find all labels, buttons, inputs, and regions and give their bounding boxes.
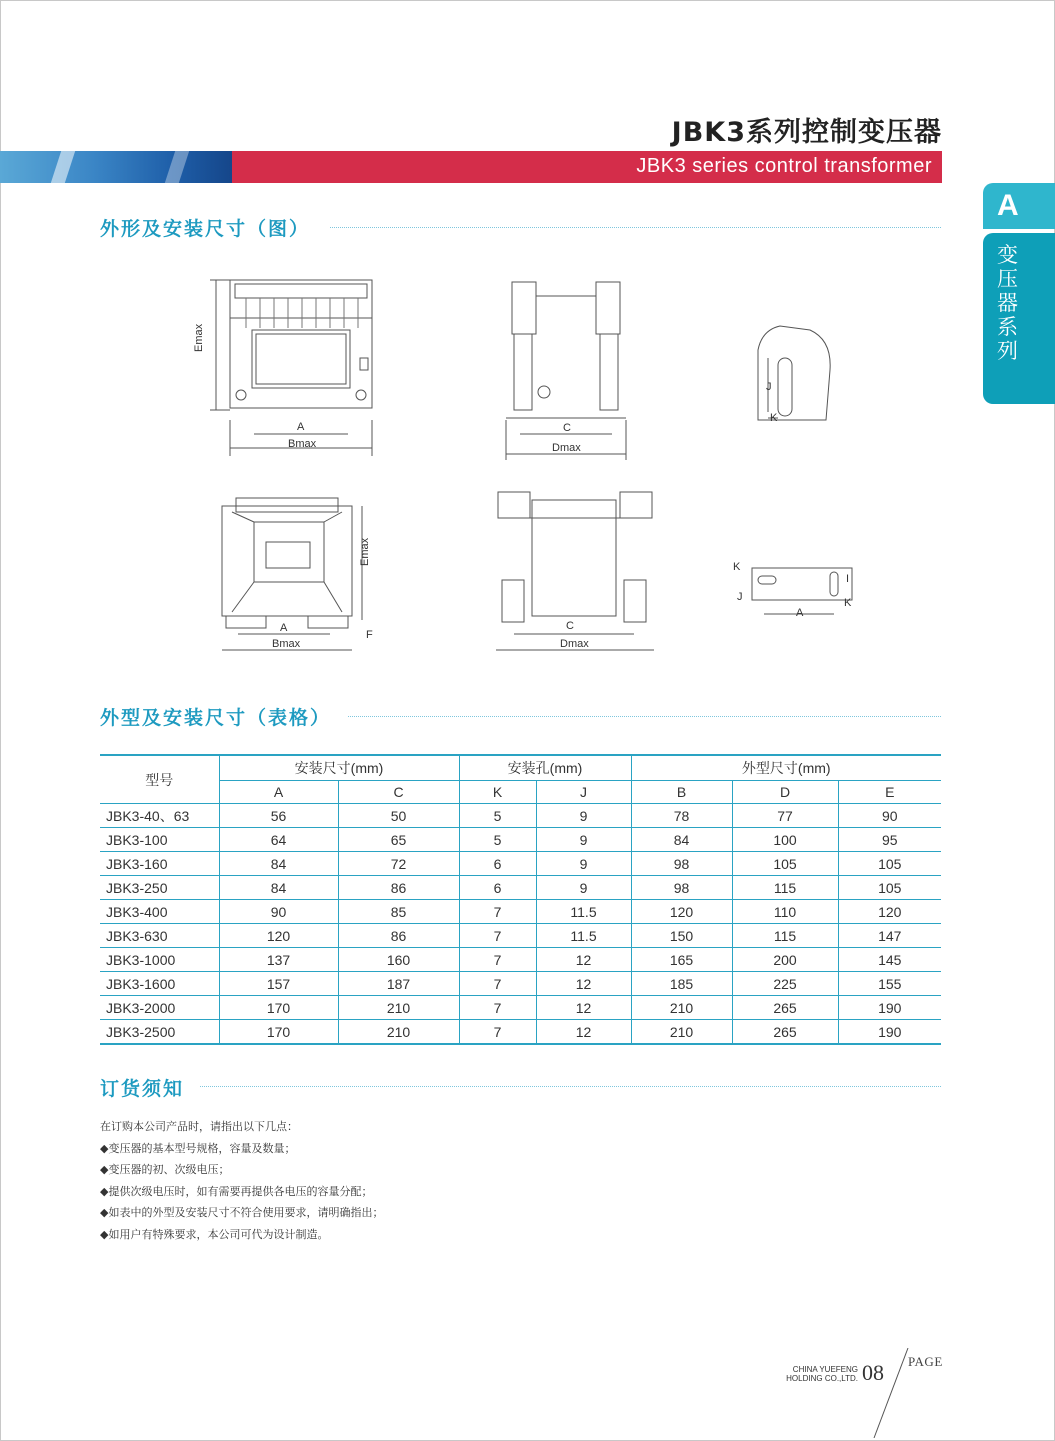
table-cell: 210 <box>631 1020 732 1045</box>
section-divider <box>330 227 941 228</box>
table-cell: 12 <box>536 996 631 1020</box>
table-cell: 165 <box>631 948 732 972</box>
banner-blue-block <box>0 151 232 183</box>
side-tab-label: 变压器系列 <box>997 243 1018 363</box>
section-divider <box>200 1086 941 1087</box>
drawings-svg <box>180 260 880 680</box>
label-k-2: K <box>733 561 741 573</box>
table-cell: 105 <box>838 876 941 900</box>
header-col-k: K <box>459 781 536 804</box>
table-cell: 77 <box>732 804 838 828</box>
order-notes <box>100 1116 383 1245</box>
table-cell: 90 <box>838 804 941 828</box>
table-cell: 5 <box>459 828 536 852</box>
header-col-b: B <box>631 781 732 804</box>
drawing-lower-front-view <box>222 498 362 650</box>
table-cell: 120 <box>219 924 338 948</box>
table-cell: 7 <box>459 996 536 1020</box>
dimension-drawings <box>180 260 880 680</box>
cell-model: JBK3-160 <box>100 852 219 876</box>
table-cell: 12 <box>536 972 631 996</box>
header-group-outline: 外型尺寸(mm) <box>631 755 941 781</box>
table-cell: 84 <box>219 852 338 876</box>
label-emax-2: Emax <box>359 537 371 566</box>
table-cell: 85 <box>338 900 459 924</box>
table-cell: 50 <box>338 804 459 828</box>
table-cell: 6 <box>459 852 536 876</box>
table-cell: 170 <box>219 996 338 1020</box>
section-title-notes: 订货须知 <box>100 1078 185 1100</box>
label-j: J <box>766 381 772 393</box>
table-cell: 115 <box>732 924 838 948</box>
table-cell: 115 <box>732 876 838 900</box>
table-cell: 86 <box>338 924 459 948</box>
section-title-drawings: 外形及安装尺寸（图） <box>100 218 311 240</box>
table-cell: 110 <box>732 900 838 924</box>
table-cell: 100 <box>732 828 838 852</box>
table-cell: 56 <box>219 804 338 828</box>
header-group-hole: 安装孔(mm) <box>459 755 631 781</box>
table-cell: 7 <box>459 924 536 948</box>
table-cell: 98 <box>631 876 732 900</box>
table-row <box>100 876 941 900</box>
table-cell: 210 <box>338 1020 459 1045</box>
table-row <box>100 828 941 852</box>
table-row <box>100 972 941 996</box>
table-cell: 6 <box>459 876 536 900</box>
footer-company <box>780 1365 858 1383</box>
cell-model: JBK3-2500 <box>100 1020 219 1045</box>
label-k: K <box>770 412 778 424</box>
cell-model: JBK3-630 <box>100 924 219 948</box>
table-cell: 105 <box>838 852 941 876</box>
header-group-install: 安装尺寸(mm) <box>219 755 459 781</box>
table-cell: 145 <box>838 948 941 972</box>
table-cell: 95 <box>838 828 941 852</box>
list-item: ◆提供次级电压时，如有需要再提供各电压的容量分配； <box>100 1184 373 1198</box>
table-cell: 9 <box>536 828 631 852</box>
table-cell: 9 <box>536 852 631 876</box>
table-cell: 11.5 <box>536 900 631 924</box>
table-cell: 72 <box>338 852 459 876</box>
table-cell: 225 <box>732 972 838 996</box>
label-k-3: K <box>844 597 852 609</box>
table-cell: 120 <box>838 900 941 924</box>
table-cell: 11.5 <box>536 924 631 948</box>
footer-slash <box>870 1348 910 1438</box>
table-cell: 9 <box>536 804 631 828</box>
table-cell: 265 <box>732 996 838 1020</box>
table-cell: 12 <box>536 948 631 972</box>
table-row <box>100 852 941 876</box>
side-tab-body <box>983 233 1055 404</box>
list-item: ◆如表中的外型及安装尺寸不符合使用要求，请明确指出； <box>100 1206 384 1219</box>
table-cell: 9 <box>536 876 631 900</box>
table-cell: 155 <box>838 972 941 996</box>
label-dmax: Dmax <box>552 442 581 454</box>
side-tab-letter: A <box>983 183 1055 229</box>
header-col-d: D <box>732 781 838 804</box>
table-cell: 210 <box>338 996 459 1020</box>
table-row <box>100 804 941 828</box>
table-cell: 84 <box>219 876 338 900</box>
cell-model: JBK3-250 <box>100 876 219 900</box>
table-row <box>100 948 941 972</box>
table-cell: 7 <box>459 900 536 924</box>
company-line-1: CHINA YUEFENG <box>792 1365 858 1374</box>
table-cell: 185 <box>631 972 732 996</box>
table-cell: 265 <box>732 1020 838 1045</box>
drawing-front-view <box>210 280 372 456</box>
table-cell: 5 <box>459 804 536 828</box>
cell-model: JBK3-1600 <box>100 972 219 996</box>
table-cell: 147 <box>838 924 941 948</box>
list-item: ◆变压器的基本型号规格，容量及数量； <box>100 1141 296 1155</box>
notes-intro: 在订购本公司产品时，请指出以下几点： <box>100 1120 298 1133</box>
label-a-2: A <box>280 622 288 634</box>
section-divider <box>348 716 941 717</box>
table-row <box>100 1020 941 1045</box>
table-cell: 12 <box>536 1020 631 1045</box>
list-item: ◆变压器的初、次级电压； <box>100 1163 230 1176</box>
side-tab[interactable] <box>983 183 1055 404</box>
drawing-hole-detail <box>758 326 830 420</box>
page-footer <box>780 1348 950 1438</box>
table-cell: 105 <box>732 852 838 876</box>
header-col-c: C <box>338 781 459 804</box>
label-bmax-2: Bmax <box>272 638 301 650</box>
page-number: 08 <box>862 1360 884 1385</box>
cell-model: JBK3-40、63 <box>100 804 219 828</box>
table-cell: 78 <box>631 804 732 828</box>
table-cell: 86 <box>338 876 459 900</box>
table-cell: 120 <box>631 900 732 924</box>
table-cell: 98 <box>631 852 732 876</box>
dimension-table <box>100 754 941 1045</box>
label-a: A <box>297 421 305 433</box>
label-dmax-2: Dmax <box>560 638 589 650</box>
label-c: C <box>563 422 571 434</box>
page-subtitle: JBK3 series control transformer <box>636 155 932 177</box>
table-cell: 65 <box>338 828 459 852</box>
table-row <box>100 900 941 924</box>
table-cell: 210 <box>631 996 732 1020</box>
label-emax: Emax <box>193 323 205 352</box>
table-cell: 7 <box>459 1020 536 1045</box>
label-f: F <box>366 629 373 641</box>
label-bmax: Bmax <box>288 438 317 450</box>
page-label: PAGE <box>908 1354 943 1369</box>
header-model: 型号 <box>100 755 219 804</box>
cell-model: JBK3-1000 <box>100 948 219 972</box>
table-cell: 64 <box>219 828 338 852</box>
banner-stripe <box>165 151 189 183</box>
table-cell: 7 <box>459 972 536 996</box>
table-cell: 7 <box>459 948 536 972</box>
table-row <box>100 996 941 1020</box>
table-cell: 84 <box>631 828 732 852</box>
label-i: I <box>846 573 850 585</box>
label-c-2: C <box>566 620 574 632</box>
cell-model: JBK3-400 <box>100 900 219 924</box>
table-cell: 190 <box>838 1020 941 1045</box>
cell-model: JBK3-2000 <box>100 996 219 1020</box>
banner-red-block <box>232 151 942 183</box>
company-line-2: HOLDING CO.,LTD. <box>786 1374 858 1383</box>
table-cell: 137 <box>219 948 338 972</box>
list-item: ◆如用户有特殊要求，本公司可代为设计制造。 <box>100 1227 329 1241</box>
table-row <box>100 924 941 948</box>
header-col-j: J <box>536 781 631 804</box>
banner-stripe <box>51 151 75 183</box>
table-cell: 160 <box>338 948 459 972</box>
table-cell: 190 <box>838 996 941 1020</box>
section-title-table: 外型及安装尺寸（表格） <box>100 707 332 729</box>
label-a-3: A <box>796 607 804 619</box>
table-cell: 90 <box>219 900 338 924</box>
label-j-2: J <box>737 591 743 603</box>
table-cell: 200 <box>732 948 838 972</box>
cell-model: JBK3-100 <box>100 828 219 852</box>
table-cell: 187 <box>338 972 459 996</box>
table-cell: 157 <box>219 972 338 996</box>
table-cell: 170 <box>219 1020 338 1045</box>
header-col-a: A <box>219 781 338 804</box>
drawing-lower-side-view <box>496 492 654 650</box>
header-col-e: E <box>838 781 941 804</box>
table-cell: 150 <box>631 924 732 948</box>
title-banner <box>0 151 942 183</box>
page-title: JBK3系列控制变压器 <box>671 117 942 148</box>
